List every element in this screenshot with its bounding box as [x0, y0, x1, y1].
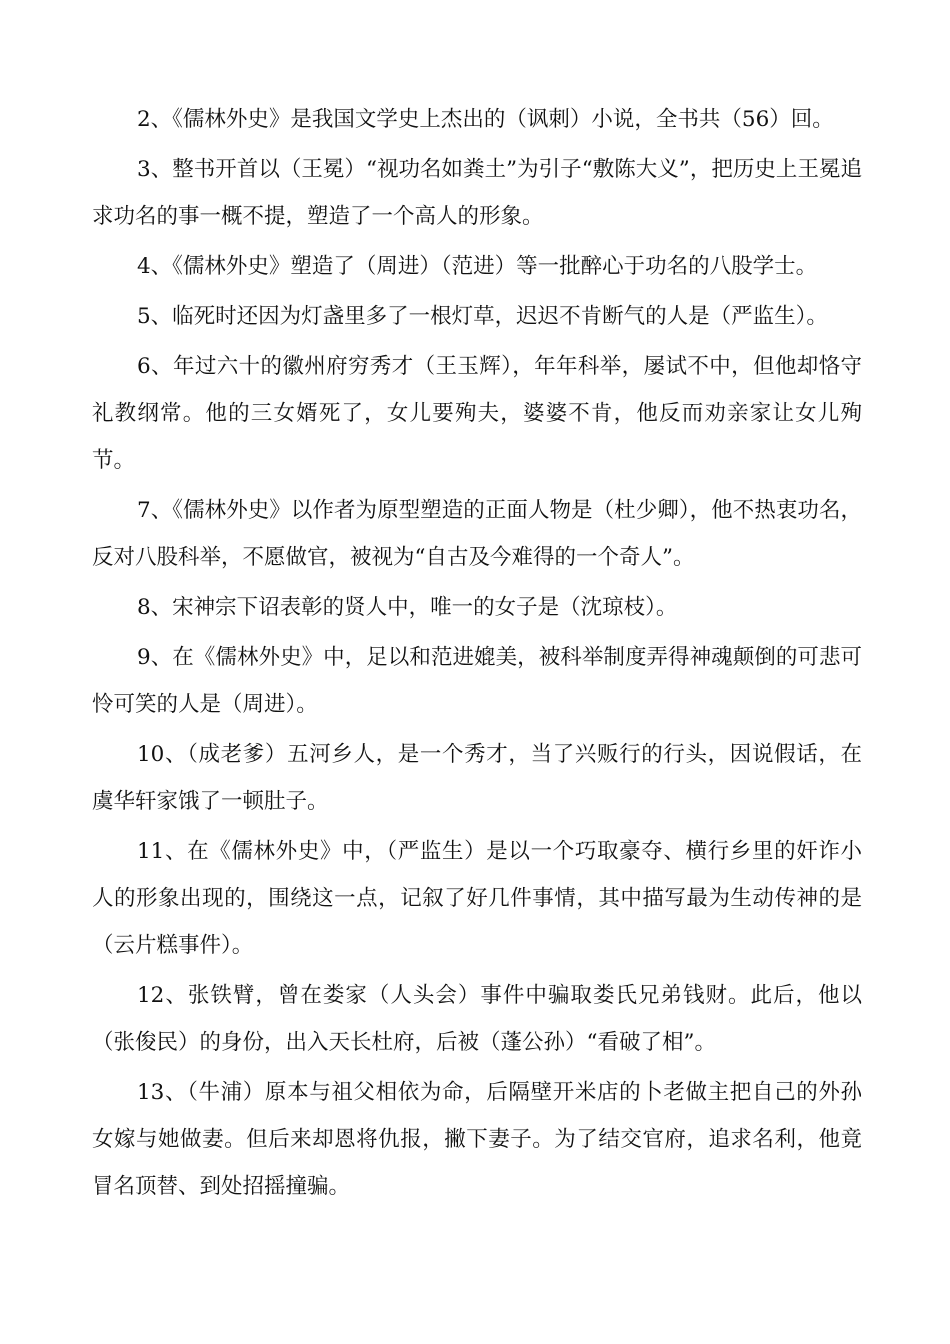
paragraph-item-8: 8、宋神宗下诏表彰的贤人中，唯一的女子是（沈琼枝）。	[137, 595, 678, 620]
paragraph-item-2: 2、《儒林外史》是我国文学史上杰出的（讽刺）小说，全书共（56）回。	[137, 107, 834, 132]
paragraph-item-4: 4、《儒林外史》塑造了（周进）（范进）等一批醉心于功名的八股学士。	[137, 254, 818, 279]
paragraph-item-10: 10、（成老爹）五河乡人，是一个秀才，当了兴贩行的行头，因说假话，在虞华轩家饿了一顿肚子。	[92, 742, 862, 814]
document-page	[92, 96, 862, 1213]
paragraph-item-5: 5、临死时还因为灯盏里多了一根灯草，迟迟不肯断气的人是（严监生）。	[137, 304, 828, 329]
paragraph-item-13: 13、（牛浦）原本与祖父相依为命，后隔壁开米店的卜老做主把自己的外孙女嫁与她做妻。但后来却恩将仇报，撇下妻子。为了结交官府，追求名利，他竟冒名顶替、到处招摇撞骗。	[92, 1080, 862, 1199]
paragraph-item-11: 11、在《儒林外史》中，（严监生）是以一个巧取豪夺、横行乡里的奸诈小人的形象出现的，围绕这一点，记叙了好几件事情，其中描写最为生动传神的是（云片糕事件）。	[92, 839, 862, 958]
paragraph-item-9: 9、在《儒林外史》中，足以和范进媲美，被科举制度弄得神魂颠倒的可悲可怜可笑的人是（周进）。	[92, 645, 862, 717]
paragraph-item-7: 7、《儒林外史》以作者为原型塑造的正面人物是（杜少卿），他不热衷功名，反对八股科举，不愿做官，被视为“自古及今难得的一个奇人”。	[92, 498, 862, 570]
paragraph-item-3: 3、整书开首以（王冕）“视功名如粪土”为引子“敷陈大义”，把历史上王冕追求功名的事一概不提，塑造了一个高人的形象。	[92, 157, 862, 229]
paragraph-item-6: 6、年过六十的徽州府穷秀才（王玉辉），年年科举，屡试不中，但他却恪守礼教纲常。他的三女婿死了，女儿要殉夫，婆婆不肯，他反而劝亲家让女儿殉节。	[92, 354, 862, 473]
paragraph-item-12: 12、张铁臂，曾在娄家（人头会）事件中骗取娄氏兄弟钱财。此后，他以（张俊民）的身份，出入天长杜府，后被（蓬公孙）“看破了相”。	[92, 983, 862, 1055]
